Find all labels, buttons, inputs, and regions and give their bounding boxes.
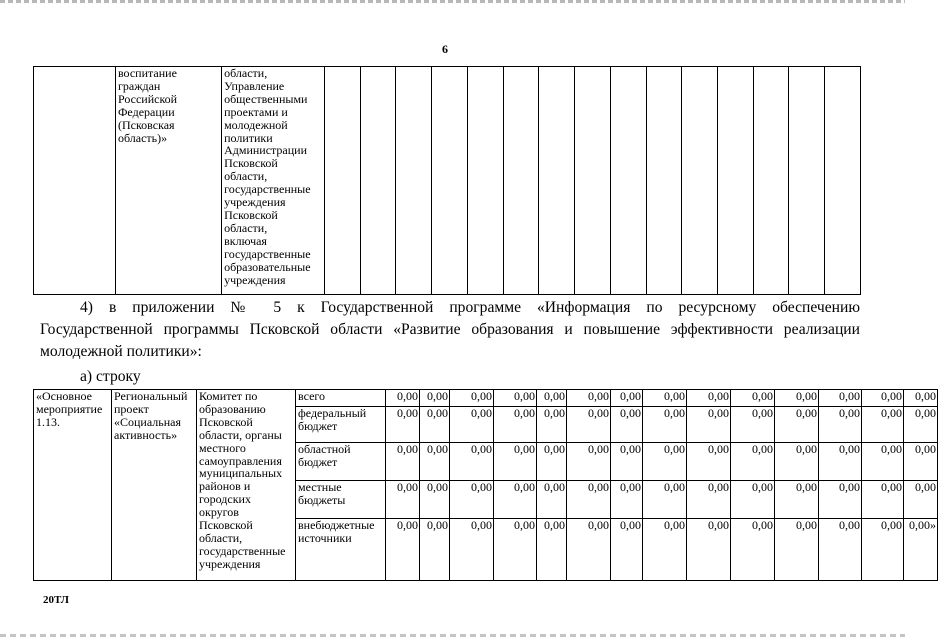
funding-source-line: местные (298, 479, 342, 494)
executor-line: области, (224, 66, 268, 80)
value-cell: 0,00 (567, 443, 611, 481)
executor-line: включая (224, 233, 267, 248)
value-cell: 0,00 (819, 518, 862, 580)
funding-source-line: областной (298, 442, 351, 457)
value-cell: 0,00 (537, 480, 567, 518)
table-row (34, 390, 938, 407)
value-cell: 0,00 (904, 407, 938, 443)
scan-edge-bottom (0, 634, 905, 637)
value-cell: 0,00 (450, 407, 494, 443)
value-cell: 0,00 (862, 443, 904, 481)
value-cell: 0,00 (862, 518, 904, 580)
executor-line: городских (199, 492, 251, 507)
value-cell: 0,00 (687, 443, 731, 481)
executor-line: Псковской (224, 207, 278, 222)
executor-line: Псковской (199, 414, 253, 429)
value-cell: 0,00 (537, 443, 567, 481)
value-cell: 0,00 (643, 443, 687, 481)
executor-line: Управление (224, 78, 285, 93)
activity-cell (34, 390, 112, 581)
value-cell: 0,00 (567, 480, 611, 518)
value-cell: 0,00 (494, 390, 537, 407)
cell-empty (825, 67, 861, 295)
value-cell: 0,00 (731, 443, 775, 481)
funding-source-line: бюджеты (298, 492, 346, 507)
executor-line: округов (199, 505, 239, 520)
funding-source-label (296, 407, 386, 443)
scan-edge-top (0, 0, 905, 3)
value-cell: 0,00 (862, 480, 904, 518)
cell-empty (682, 67, 718, 295)
program-name-line: (Псковская (117, 117, 175, 132)
program-name-line: Федерации (117, 104, 175, 119)
executor-line: местного (199, 440, 246, 455)
value-cell: 0,00 (450, 480, 494, 518)
value-cell: 0,00 (420, 443, 450, 481)
funding-source-line: бюджет (298, 455, 338, 469)
value-cell: 0,00 (775, 443, 819, 481)
activity-line: 1.13. (36, 414, 60, 429)
paragraph-line-3: молодежной политики»: (40, 343, 202, 360)
value-cell: 0,00 (731, 407, 775, 443)
cell-empty (432, 67, 468, 295)
cell-empty (539, 67, 575, 295)
funding-source-line: внебюджетные (298, 517, 375, 532)
executor-cell (197, 390, 296, 581)
value-cell: 0,00 (420, 480, 450, 518)
cell-empty (503, 67, 539, 295)
value-cell: 0,00 (420, 518, 450, 580)
funding-source-line: источники (298, 530, 352, 545)
cell-empty (789, 67, 825, 295)
value-cell: 0,00 (819, 443, 862, 481)
value-cell: 0,00 (731, 480, 775, 518)
value-cell: 0,00 (643, 407, 687, 443)
value-cell: 0,00 (386, 407, 420, 443)
activity-line: мероприятие (36, 401, 103, 416)
executor-line: государственные (199, 543, 286, 558)
value-cell: 0,00 (819, 407, 862, 443)
value-cell: 0,00 (904, 443, 938, 481)
value-cell: 0,00 (687, 480, 731, 518)
project-line: Региональный (114, 389, 188, 403)
value-cell: 0,00 (862, 390, 904, 407)
value-cell: 0,00 (687, 518, 731, 580)
footer-code: 20ТЛ (43, 594, 69, 606)
funding-source-line: бюджет (298, 419, 338, 434)
executor-line: политики (224, 130, 273, 145)
cell-executors (222, 67, 325, 295)
value-cell: 0,00 (611, 518, 643, 580)
value-cell: 0,00 (567, 390, 611, 407)
value-cell: 0,00 (494, 407, 537, 443)
cell-empty (467, 67, 503, 295)
value-cell: 0,00 (643, 480, 687, 518)
value-cell: 0,00 (862, 407, 904, 443)
value-cell: 0,00 (611, 480, 643, 518)
activity-line: «Основное (36, 389, 92, 403)
cell-empty (753, 67, 789, 295)
value-cell: 0,00» (904, 518, 938, 580)
cell-empty (575, 67, 611, 295)
value-cell: 0,00 (450, 443, 494, 481)
value-cell: 0,00 (904, 390, 938, 407)
executor-line: районов и (199, 479, 251, 494)
cell-empty-first (34, 67, 116, 295)
cell-empty (360, 67, 396, 295)
value-cell: 0,00 (386, 480, 420, 518)
value-cell: 0,00 (819, 390, 862, 407)
value-cell: 0,00 (611, 407, 643, 443)
funding-source-label (296, 480, 386, 518)
project-line: активность» (114, 427, 178, 442)
value-cell: 0,00 (643, 390, 687, 407)
value-cell: 0,00 (494, 443, 537, 481)
executor-line: области, органы (199, 427, 282, 442)
funding-source-line: всего (298, 389, 326, 403)
value-cell: 0,00 (611, 390, 643, 407)
value-cell: 0,00 (450, 518, 494, 580)
project-cell (112, 390, 197, 581)
executor-line: самоуправления (199, 453, 282, 468)
funding-source-label (296, 390, 386, 407)
value-cell: 0,00 (611, 443, 643, 481)
resource-table (33, 389, 938, 581)
value-cell: 0,00 (494, 480, 537, 518)
executor-line: Псковской (224, 156, 278, 171)
value-cell: 0,00 (450, 390, 494, 407)
program-name-line: Российской (117, 91, 178, 106)
value-cell: 0,00 (687, 407, 731, 443)
value-cell: 0,00 (904, 480, 938, 518)
value-cell: 0,00 (537, 407, 567, 443)
program-name-line: воспитание (117, 66, 177, 80)
value-cell: 0,00 (775, 390, 819, 407)
project-line: проект (114, 401, 149, 416)
value-cell: 0,00 (386, 443, 420, 481)
value-cell: 0,00 (643, 518, 687, 580)
value-cell: 0,00 (775, 518, 819, 580)
executor-line: области, (199, 530, 243, 545)
value-cell: 0,00 (775, 407, 819, 443)
value-cell: 0,00 (537, 390, 567, 407)
cell-empty (325, 67, 361, 295)
executor-line: Администрации (224, 143, 308, 158)
value-cell: 0,00 (819, 480, 862, 518)
program-name-line: граждан (117, 78, 161, 93)
value-cell: 0,00 (386, 390, 420, 407)
page-number: 6 (442, 42, 448, 56)
executor-line: Комитет по (199, 389, 258, 403)
value-cell: 0,00 (687, 390, 731, 407)
value-cell: 0,00 (386, 518, 420, 580)
executor-line: области, (224, 169, 268, 184)
executor-line: муниципальных (199, 466, 283, 481)
value-cell: 0,00 (731, 390, 775, 407)
executor-line: учреждения (199, 556, 261, 571)
executor-line: образовательные (224, 259, 311, 274)
funding-source-label (296, 518, 386, 580)
value-cell: 0,00 (420, 407, 450, 443)
cell-empty (646, 67, 682, 295)
cell-empty (396, 67, 432, 295)
executor-line: учреждения (224, 195, 286, 210)
cell-empty (610, 67, 646, 295)
executor-line: молодежной (224, 117, 288, 132)
value-cell: 0,00 (567, 407, 611, 443)
paragraph-line-1: 4) в приложении № 5 к Государственной программе «Информация по ресурсному обеспечению (80, 299, 860, 316)
executor-line: государственные (224, 182, 311, 197)
value-cell: 0,00 (567, 518, 611, 580)
value-cell: 0,00 (731, 518, 775, 580)
executor-line: области, (224, 220, 268, 235)
executor-line: общественными (224, 91, 308, 106)
value-cell: 0,00 (537, 518, 567, 580)
subitem-heading: а) строку (80, 368, 141, 385)
funding-source-label (296, 443, 386, 481)
executor-line: образованию (199, 401, 266, 416)
cell-empty (717, 67, 753, 295)
continuation-table (33, 66, 861, 295)
value-cell: 0,00 (775, 480, 819, 518)
executor-line: Псковской (199, 518, 253, 533)
executor-line: государственные (224, 246, 311, 261)
cell-program-name (115, 67, 221, 295)
value-cell: 0,00 (420, 390, 450, 407)
executor-line: проектами и (224, 104, 288, 119)
funding-source-line: федеральный (298, 406, 367, 421)
program-name-line: область)» (117, 130, 168, 145)
value-cell: 0,00 (494, 518, 537, 580)
paragraph-line-2: Государственной программы Псковской области «Развитие образования и повышение эффективности реализации (40, 321, 860, 338)
project-line: «Социальная (114, 414, 182, 429)
executor-line: учреждения (224, 272, 286, 287)
